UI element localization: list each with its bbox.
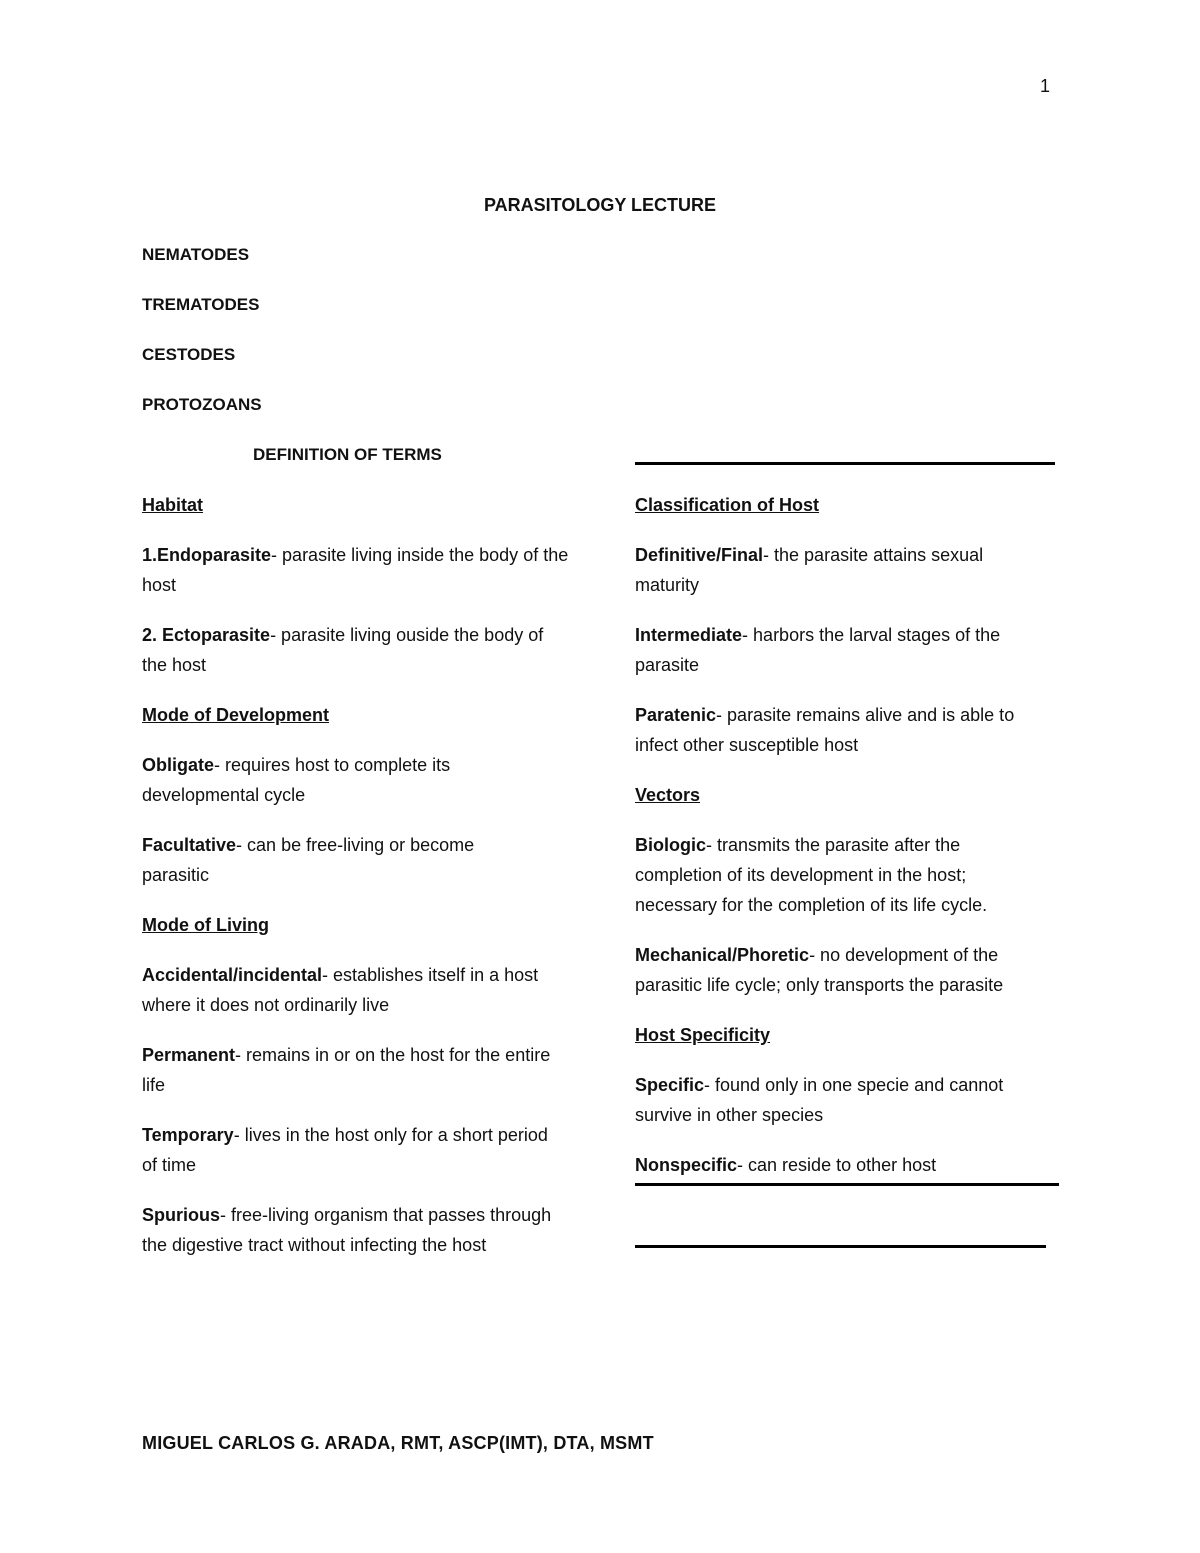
heading-mode-of-development: Mode of Development — [142, 705, 330, 725]
definition: - lives in the host only for a short period of time — [142, 1125, 548, 1175]
term: Temporary — [142, 1125, 234, 1145]
term: Specific — [635, 1075, 705, 1095]
definition: - can reside to other host — [737, 1155, 937, 1175]
term: Accidental/incidental — [142, 965, 323, 985]
term: 1.Endoparasite — [142, 545, 272, 565]
term: Paratenic — [635, 705, 717, 725]
heading-habitat: Habitat — [142, 495, 204, 515]
top-divider — [635, 462, 1055, 465]
entry-facultative — [142, 830, 542, 890]
definition: - requires host to complete its developmental cycle — [142, 755, 451, 805]
topic-cestodes: CESTODES — [142, 345, 236, 364]
definition: - harbors the larval stages of the parasite — [635, 625, 1001, 675]
page-number: 1 — [1040, 76, 1051, 96]
term: Nonspecific — [635, 1155, 738, 1175]
topic-nematodes: NEMATODES — [142, 245, 250, 264]
definition: - establishes itself in a host where it does not ordinarily live — [142, 965, 539, 1015]
term: Facultative — [142, 835, 237, 855]
definition: - can be free-living or become parasitic — [142, 835, 475, 885]
heading-mode-of-living: Mode of Living — [142, 915, 269, 935]
entry-specific — [635, 1070, 1050, 1130]
topic-trematodes: TREMATODES — [142, 295, 260, 314]
term: Biologic — [635, 835, 706, 855]
term: Obligate — [142, 755, 215, 775]
heading-vectors: Vectors — [635, 785, 701, 805]
definition: - parasite living ouside the body of the host — [142, 625, 544, 675]
term: Spurious — [142, 1205, 221, 1225]
section-heading: DEFINITION OF TERMS — [253, 445, 442, 464]
entry-biologic — [635, 830, 1050, 920]
document-title: PARASITOLOGY LECTURE — [483, 195, 717, 215]
term: Definitive/Final — [635, 545, 764, 565]
definition: - found only in one specie and cannot survive in other species — [635, 1075, 1004, 1125]
entry-obligate — [142, 750, 542, 810]
term: Intermediate — [635, 625, 743, 645]
entry-spurious — [142, 1200, 577, 1260]
entry-intermediate — [635, 620, 1045, 680]
middle-divider — [635, 1183, 1059, 1186]
heading-classification-of-host: Classification of Host — [635, 495, 820, 515]
entry-temporary — [142, 1120, 552, 1180]
definition: - parasite remains alive and is able to infect other susceptible host — [635, 705, 1015, 755]
entry-definitive — [635, 540, 1035, 600]
entry-endoparasite — [142, 540, 572, 600]
topic-protozoans: PROTOZOANS — [142, 395, 262, 414]
term: Mechanical/Phoretic — [635, 945, 810, 965]
definition: - transmits the parasite after the completion of its development in the host; necessary for the completion of its life cycle. — [635, 835, 988, 915]
author-footer: MIGUEL CARLOS G. ARADA, RMT, ASCP(IMT), DTA, MSMT — [142, 1433, 654, 1453]
definition: - parasite living inside the body of the host — [142, 545, 569, 595]
entry-paratenic — [635, 700, 1055, 760]
entry-ectoparasite — [142, 620, 572, 680]
term: Permanent — [142, 1045, 236, 1065]
bottom-divider — [635, 1245, 1046, 1248]
heading-host-specificity: Host Specificity — [635, 1025, 771, 1045]
entry-permanent — [142, 1040, 552, 1100]
entry-mechanical — [635, 940, 1060, 1000]
definition: - free-living organism that passes through the digestive tract without infecting the host — [142, 1205, 552, 1255]
entry-nonspecific — [635, 1150, 1055, 1180]
definition: - remains in or on the host for the entire life — [142, 1045, 551, 1095]
entry-accidental — [142, 960, 572, 1020]
definition: - the parasite attains sexual maturity — [635, 545, 984, 595]
term: 2. Ectoparasite — [142, 625, 271, 645]
definition: - no development of the parasitic life cycle; only transports the parasite — [635, 945, 1004, 995]
